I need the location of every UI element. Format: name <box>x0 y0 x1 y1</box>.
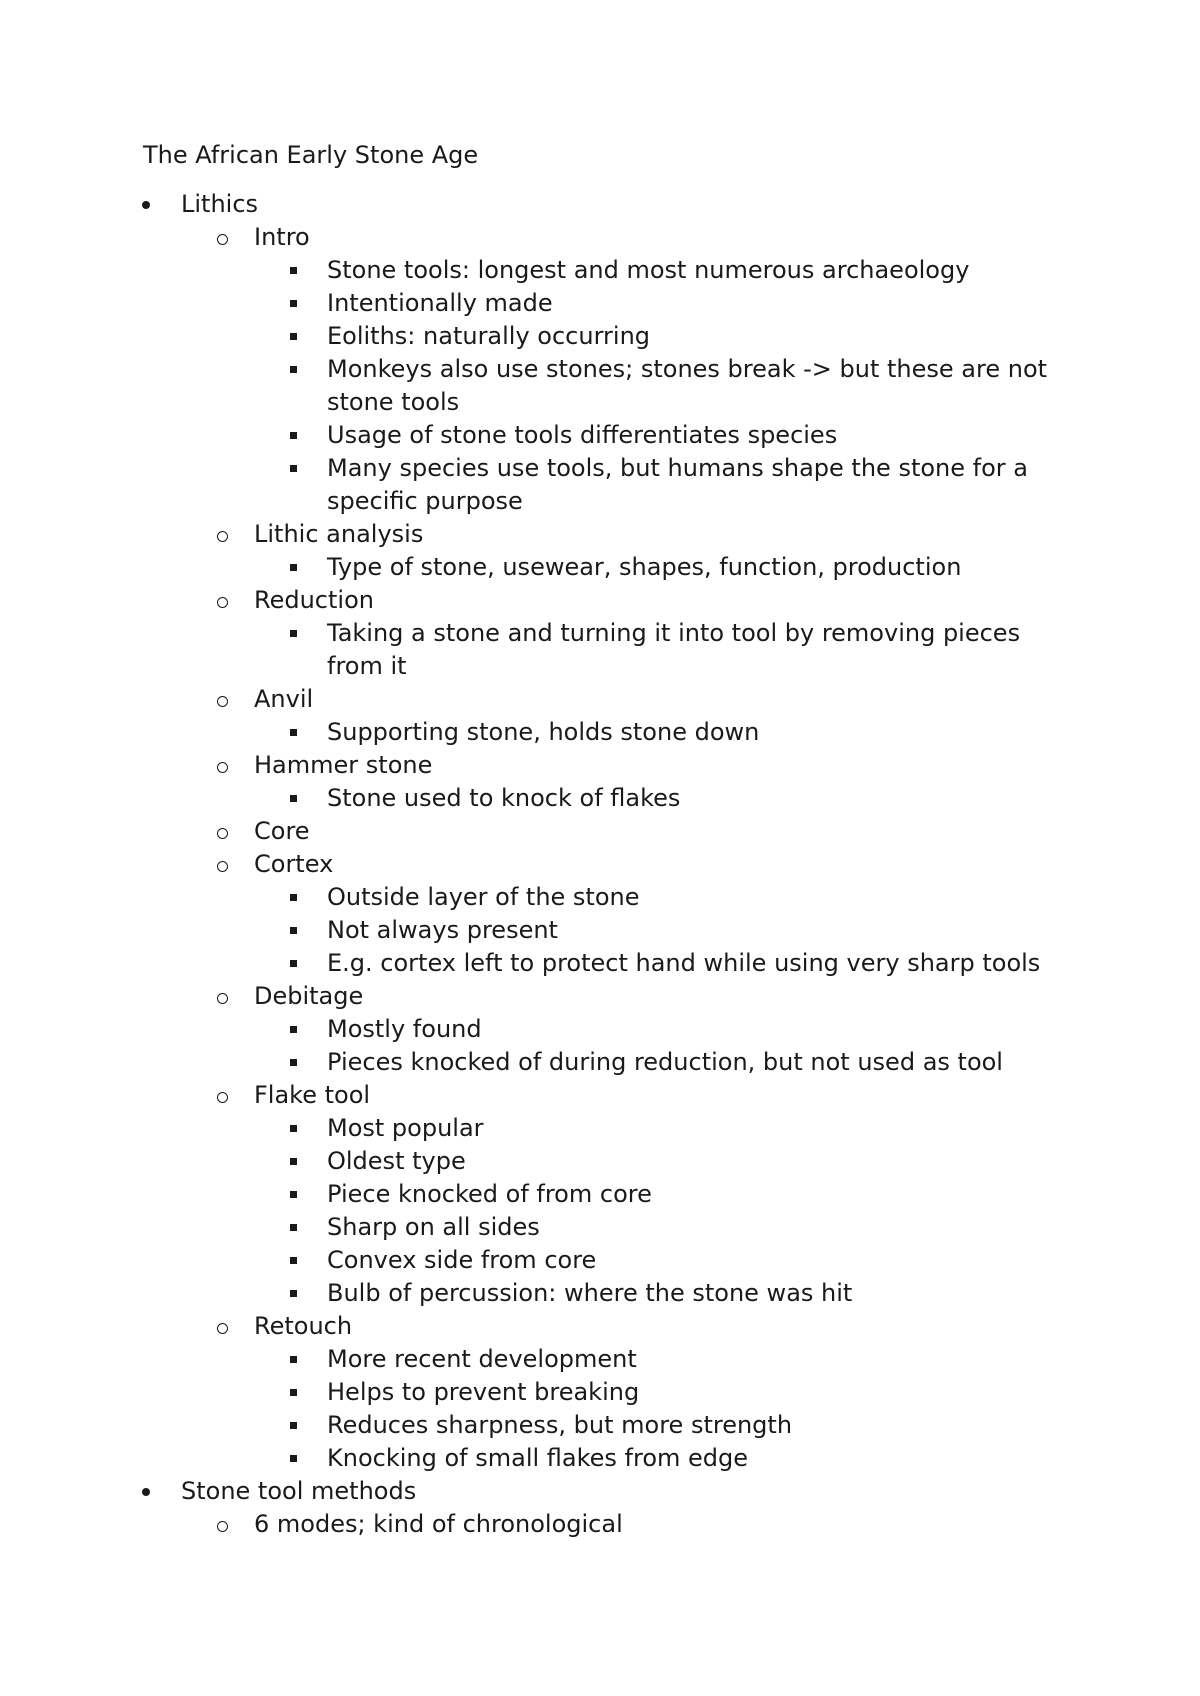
point-item <box>0 947 1200 980</box>
point-text: Bulb of percussion: where the stone was hit <box>327 1279 853 1307</box>
bullet-square-icon <box>290 729 297 736</box>
bullet-circle-icon <box>217 1323 228 1334</box>
point-item <box>0 452 1200 518</box>
bullet-square-icon <box>290 465 297 472</box>
bullet-square-icon <box>290 630 297 637</box>
point-text: Mostly found <box>327 1015 482 1043</box>
section-item <box>0 1475 1200 1508</box>
bullet-square-icon <box>290 333 297 340</box>
bullet-square-icon <box>290 366 297 373</box>
topic-item <box>0 221 1200 254</box>
topic-label: Flake tool <box>254 1081 371 1109</box>
topic-label: Intro <box>254 223 310 251</box>
point-text: Most popular <box>327 1114 484 1142</box>
point-item <box>0 353 1200 419</box>
bullet-square-icon <box>290 1257 297 1264</box>
point-item <box>0 1409 1200 1442</box>
point-item <box>0 1376 1200 1409</box>
point-text: Many species use tools, but humans shape the stone for a specific purpose <box>327 454 1028 515</box>
bullet-square-icon <box>290 1422 297 1429</box>
point-item <box>0 617 1200 683</box>
topic-label: Retouch <box>254 1312 353 1340</box>
topic-item <box>0 584 1200 617</box>
point-item <box>0 1244 1200 1277</box>
point-item <box>0 419 1200 452</box>
point-text: Helps to prevent breaking <box>327 1378 640 1406</box>
point-text: Stone tools: longest and most numerous archaeology <box>327 256 970 284</box>
point-text: Knocking of small flakes from edge <box>327 1444 749 1472</box>
point-text: Not always present <box>327 916 558 944</box>
bullet-square-icon <box>290 1356 297 1363</box>
topic-label: Cortex <box>254 850 334 878</box>
bullet-circle-icon <box>217 762 228 773</box>
bullet-circle-icon <box>217 597 228 608</box>
topic-item <box>0 1310 1200 1343</box>
bullet-square-icon <box>290 1455 297 1462</box>
topic-label: Anvil <box>254 685 314 713</box>
bullet-square-icon <box>290 894 297 901</box>
topic-item <box>0 1079 1200 1112</box>
document-title: The African Early Stone Age <box>143 141 479 169</box>
bullet-circle-icon <box>217 531 228 542</box>
topic-item <box>0 980 1200 1013</box>
bullet-circle-icon <box>217 861 228 872</box>
point-item <box>0 782 1200 815</box>
point-item <box>0 1442 1200 1475</box>
point-text: Convex side from core <box>327 1246 597 1274</box>
point-text: More recent development <box>327 1345 637 1373</box>
bullet-dot-icon <box>142 1488 150 1496</box>
bullet-square-icon <box>290 795 297 802</box>
point-item <box>0 287 1200 320</box>
point-item <box>0 320 1200 353</box>
point-item <box>0 1145 1200 1178</box>
bullet-square-icon <box>290 1389 297 1396</box>
bullet-square-icon <box>290 1125 297 1132</box>
point-text: Type of stone, usewear, shapes, function, production <box>327 553 962 581</box>
section-heading: Lithics <box>181 190 259 218</box>
bullet-square-icon <box>290 432 297 439</box>
bullet-square-icon <box>290 1026 297 1033</box>
point-text: Intentionally made <box>327 289 553 317</box>
bullet-square-icon <box>290 1158 297 1165</box>
point-text: E.g. cortex left to protect hand while using very sharp tools <box>327 949 1041 977</box>
point-text: Taking a stone and turning it into tool by removing pieces from it <box>327 619 1021 680</box>
point-text: Eoliths: naturally occurring <box>327 322 651 350</box>
point-item <box>0 1013 1200 1046</box>
bullet-circle-icon <box>217 696 228 707</box>
bullet-square-icon <box>290 960 297 967</box>
point-item <box>0 1277 1200 1310</box>
point-item <box>0 914 1200 947</box>
bullet-circle-icon <box>217 234 228 245</box>
bullet-square-icon <box>290 564 297 571</box>
topic-item <box>0 683 1200 716</box>
section-heading: Stone tool methods <box>181 1477 417 1505</box>
topic-item <box>0 848 1200 881</box>
outline-list <box>0 188 1200 1541</box>
point-text: Supporting stone, holds stone down <box>327 718 760 746</box>
topic-label: Reduction <box>254 586 374 614</box>
point-text: Reduces sharpness, but more strength <box>327 1411 793 1439</box>
bullet-square-icon <box>290 1224 297 1231</box>
point-text: Pieces knocked of during reduction, but not used as tool <box>327 1048 1003 1076</box>
bullet-dot-icon <box>142 201 150 209</box>
bullet-square-icon <box>290 1290 297 1297</box>
point-item <box>0 1343 1200 1376</box>
point-item <box>0 1178 1200 1211</box>
point-item <box>0 1112 1200 1145</box>
topic-label: Lithic analysis <box>254 520 424 548</box>
bullet-square-icon <box>290 1191 297 1198</box>
point-text: Oldest type <box>327 1147 466 1175</box>
topic-item <box>0 518 1200 551</box>
topic-label: Debitage <box>254 982 364 1010</box>
point-item <box>0 716 1200 749</box>
topic-item <box>0 749 1200 782</box>
topic-item <box>0 1508 1200 1541</box>
bullet-square-icon <box>290 267 297 274</box>
point-text: Monkeys also use stones; stones break -> but these are not stone tools <box>327 355 1048 416</box>
bullet-circle-icon <box>217 828 228 839</box>
section-item <box>0 188 1200 221</box>
point-item <box>0 1211 1200 1244</box>
point-text: Sharp on all sides <box>327 1213 540 1241</box>
point-item <box>0 1046 1200 1079</box>
point-text: Piece knocked of from core <box>327 1180 652 1208</box>
bullet-circle-icon <box>217 993 228 1004</box>
point-item <box>0 881 1200 914</box>
topic-item <box>0 815 1200 848</box>
point-text: Usage of stone tools differentiates species <box>327 421 838 449</box>
topic-label: Core <box>254 817 310 845</box>
bullet-square-icon <box>290 927 297 934</box>
bullet-square-icon <box>290 1059 297 1066</box>
bullet-square-icon <box>290 300 297 307</box>
point-text: Outside layer of the stone <box>327 883 640 911</box>
topic-label: Hammer stone <box>254 751 433 779</box>
point-item <box>0 551 1200 584</box>
point-text: Stone used to knock of flakes <box>327 784 681 812</box>
bullet-circle-icon <box>217 1521 228 1532</box>
point-item <box>0 254 1200 287</box>
bullet-circle-icon <box>217 1092 228 1103</box>
topic-label: 6 modes; kind of chronological <box>254 1510 623 1538</box>
